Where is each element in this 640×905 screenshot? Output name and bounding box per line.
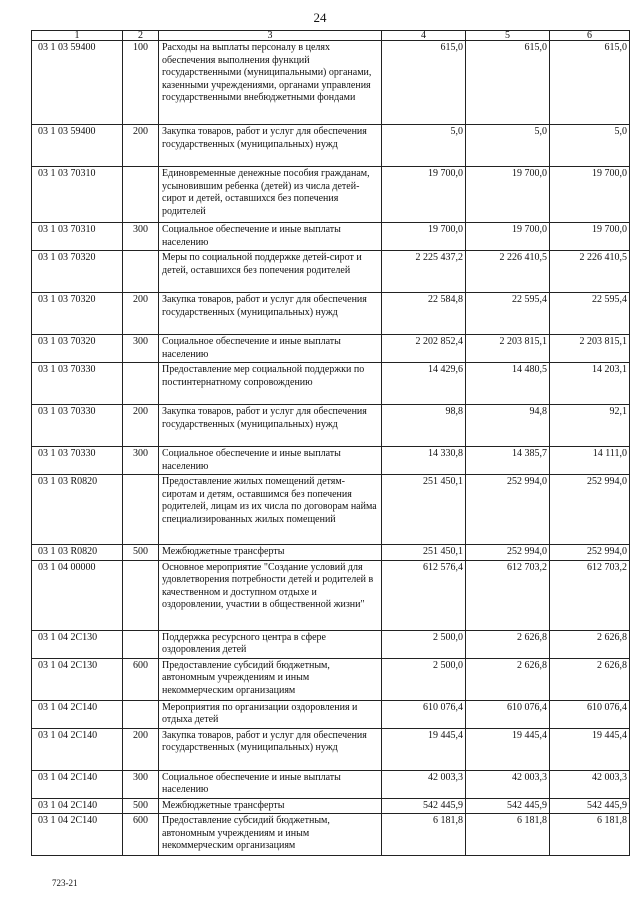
value-col6: 19 700,0 [550, 167, 630, 223]
value-col6: 252 994,0 [550, 475, 630, 545]
value-col4: 5,0 [382, 125, 466, 167]
value-col6: 542 445,9 [550, 798, 630, 814]
value-col5: 610 076,4 [466, 700, 550, 728]
value-col6: 252 994,0 [550, 545, 630, 561]
expense-type-code: 500 [123, 545, 159, 561]
value-col5: 2 626,8 [466, 658, 550, 700]
table-row [32, 798, 630, 814]
item-name: Основное мероприятие "Создание условий для удовлетворения потребности детей и родителей в качественном и доступном отдыхе и оздоровлении, участии в общественной жизни" [159, 560, 382, 630]
value-col4: 615,0 [382, 41, 466, 125]
target-code: 03 1 04 2C130 [32, 658, 123, 700]
value-col4: 251 450,1 [382, 545, 466, 561]
expense-type-code: 600 [123, 814, 159, 856]
value-col4: 612 576,4 [382, 560, 466, 630]
value-col6: 612 703,2 [550, 560, 630, 630]
table-row [32, 293, 630, 335]
expense-type-code [123, 167, 159, 223]
table-row [32, 251, 630, 293]
table-row [32, 630, 630, 658]
page-number: 24 [313, 10, 327, 25]
value-col5: 19 445,4 [466, 728, 550, 770]
expense-type-code [123, 475, 159, 545]
table-row [32, 545, 630, 561]
item-name: Закупка товаров, работ и услуг для обеспечения государственных (муниципальных) нужд [159, 125, 382, 167]
value-col5: 612 703,2 [466, 560, 550, 630]
target-code: 03 1 03 R0820 [32, 545, 123, 561]
target-code: 03 1 04 2C140 [32, 728, 123, 770]
expense-type-code [123, 251, 159, 293]
item-name: Предоставление жилых помещений детям-сиротам и детям, оставшимся без попечения родителей, лицам из их числа по договорам найма специализированных жилых помещений [159, 475, 382, 545]
table-row [32, 728, 630, 770]
table-row [32, 475, 630, 545]
item-name: Межбюджетные трансферты [159, 545, 382, 561]
item-name: Предоставление мер социальной поддержки по постинтернатному сопровождению [159, 363, 382, 405]
value-col4: 251 450,1 [382, 475, 466, 545]
item-name: Единовременные денежные пособия гражданам, усыновившим ребенка (детей) из числа детей-сирот и детей, оставшихся без попечения родителей [159, 167, 382, 223]
value-col6: 14 203,1 [550, 363, 630, 405]
target-code: 03 1 04 00000 [32, 560, 123, 630]
value-col5: 22 595,4 [466, 293, 550, 335]
value-col4: 19 445,4 [382, 728, 466, 770]
target-code: 03 1 03 70330 [32, 405, 123, 447]
value-col6: 610 076,4 [550, 700, 630, 728]
target-code: 03 1 04 2C140 [32, 814, 123, 856]
expense-type-code: 200 [123, 293, 159, 335]
value-col5: 5,0 [466, 125, 550, 167]
column-number: 3 [159, 31, 382, 41]
expense-type-code: 600 [123, 658, 159, 700]
value-col5: 14 480,5 [466, 363, 550, 405]
document-code: 723-21 [52, 878, 78, 888]
expense-type-code [123, 560, 159, 630]
expense-type-code: 300 [123, 447, 159, 475]
value-col4: 14 429,6 [382, 363, 466, 405]
expense-type-code: 300 [123, 223, 159, 251]
table-row [32, 363, 630, 405]
expense-type-code: 500 [123, 798, 159, 814]
expense-type-code: 200 [123, 405, 159, 447]
value-col6: 5,0 [550, 125, 630, 167]
target-code: 03 1 03 59400 [32, 41, 123, 125]
item-name: Закупка товаров, работ и услуг для обеспечения государственных (муниципальных) нужд [159, 293, 382, 335]
target-code: 03 1 04 2C130 [32, 630, 123, 658]
column-number: 2 [123, 31, 159, 41]
expense-type-code: 100 [123, 41, 159, 125]
value-col6: 92,1 [550, 405, 630, 447]
value-col6: 2 226 410,5 [550, 251, 630, 293]
target-code: 03 1 03 70330 [32, 363, 123, 405]
item-name: Меры по социальной поддержке детей-сирот и детей, оставшихся без попечения родителей [159, 251, 382, 293]
value-col4: 14 330,8 [382, 447, 466, 475]
value-col5: 94,8 [466, 405, 550, 447]
table-row [32, 405, 630, 447]
value-col4: 19 700,0 [382, 167, 466, 223]
target-code: 03 1 03 70310 [32, 223, 123, 251]
value-col6: 2 626,8 [550, 630, 630, 658]
column-number: 4 [382, 31, 466, 41]
table-row [32, 770, 630, 798]
table-row [32, 167, 630, 223]
expense-type-code [123, 363, 159, 405]
value-col4: 2 500,0 [382, 658, 466, 700]
value-col4: 6 181,8 [382, 814, 466, 856]
value-col5: 42 003,3 [466, 770, 550, 798]
table-row [32, 658, 630, 700]
column-number: 5 [466, 31, 550, 41]
value-col4: 2 500,0 [382, 630, 466, 658]
expense-type-code: 200 [123, 728, 159, 770]
value-col6: 19 445,4 [550, 728, 630, 770]
value-col5: 2 203 815,1 [466, 335, 550, 363]
item-name: Социальное обеспечение и иные выплаты населению [159, 223, 382, 251]
column-number: 6 [550, 31, 630, 41]
budget-table [31, 30, 630, 856]
value-col5: 6 181,8 [466, 814, 550, 856]
value-col5: 19 700,0 [466, 223, 550, 251]
expense-type-code: 300 [123, 770, 159, 798]
table-row [32, 560, 630, 630]
table-row [32, 223, 630, 251]
target-code: 03 1 04 2C140 [32, 700, 123, 728]
value-col4: 2 225 437,2 [382, 251, 466, 293]
table-row [32, 700, 630, 728]
item-name: Поддержка ресурсного центра в сфере оздоровления детей [159, 630, 382, 658]
value-col4: 98,8 [382, 405, 466, 447]
item-name: Предоставление субсидий бюджетным, автономным учреждениям и иным некоммерческим организациям [159, 814, 382, 856]
item-name: Закупка товаров, работ и услуг для обеспечения государственных (муниципальных) нужд [159, 728, 382, 770]
value-col4: 42 003,3 [382, 770, 466, 798]
value-col6: 42 003,3 [550, 770, 630, 798]
target-code: 03 1 03 70320 [32, 335, 123, 363]
target-code: 03 1 03 70330 [32, 447, 123, 475]
value-col5: 615,0 [466, 41, 550, 125]
target-code: 03 1 03 70310 [32, 167, 123, 223]
target-code: 03 1 03 R0820 [32, 475, 123, 545]
value-col4: 2 202 852,4 [382, 335, 466, 363]
value-col4: 610 076,4 [382, 700, 466, 728]
value-col6: 22 595,4 [550, 293, 630, 335]
item-name: Социальное обеспечение и иные выплаты населению [159, 447, 382, 475]
value-col6: 2 626,8 [550, 658, 630, 700]
value-col4: 542 445,9 [382, 798, 466, 814]
item-name: Закупка товаров, работ и услуг для обеспечения государственных (муниципальных) нужд [159, 405, 382, 447]
table-row [32, 125, 630, 167]
value-col6: 2 203 815,1 [550, 335, 630, 363]
table-row [32, 814, 630, 856]
target-code: 03 1 04 2C140 [32, 798, 123, 814]
column-number-row [32, 31, 630, 41]
value-col5: 542 445,9 [466, 798, 550, 814]
item-name: Расходы на выплаты персоналу в целях обеспечения выполнения функций государственными (муниципальными) органами, казенными учреждениями, органами управления государственными внебюджетными фондами [159, 41, 382, 125]
table-row [32, 41, 630, 125]
value-col5: 2 226 410,5 [466, 251, 550, 293]
expense-type-code: 200 [123, 125, 159, 167]
item-name: Мероприятия по организации оздоровления и отдыха детей [159, 700, 382, 728]
value-col5: 14 385,7 [466, 447, 550, 475]
value-col6: 6 181,8 [550, 814, 630, 856]
target-code: 03 1 03 70320 [32, 251, 123, 293]
value-col4: 19 700,0 [382, 223, 466, 251]
value-col6: 615,0 [550, 41, 630, 125]
value-col4: 22 584,8 [382, 293, 466, 335]
target-code: 03 1 03 70320 [32, 293, 123, 335]
item-name: Межбюджетные трансферты [159, 798, 382, 814]
expense-type-code: 300 [123, 335, 159, 363]
value-col5: 252 994,0 [466, 475, 550, 545]
table-row [32, 335, 630, 363]
value-col5: 19 700,0 [466, 167, 550, 223]
column-number: 1 [32, 31, 123, 41]
expense-type-code [123, 700, 159, 728]
target-code: 03 1 04 2C140 [32, 770, 123, 798]
expense-type-code [123, 630, 159, 658]
value-col5: 252 994,0 [466, 545, 550, 561]
target-code: 03 1 03 59400 [32, 125, 123, 167]
value-col6: 14 111,0 [550, 447, 630, 475]
item-name: Предоставление субсидий бюджетным, автономным учреждениям и иным некоммерческим организациям [159, 658, 382, 700]
value-col5: 2 626,8 [466, 630, 550, 658]
item-name: Социальное обеспечение и иные выплаты населению [159, 770, 382, 798]
item-name: Социальное обеспечение и иные выплаты населению [159, 335, 382, 363]
table-row [32, 447, 630, 475]
value-col6: 19 700,0 [550, 223, 630, 251]
